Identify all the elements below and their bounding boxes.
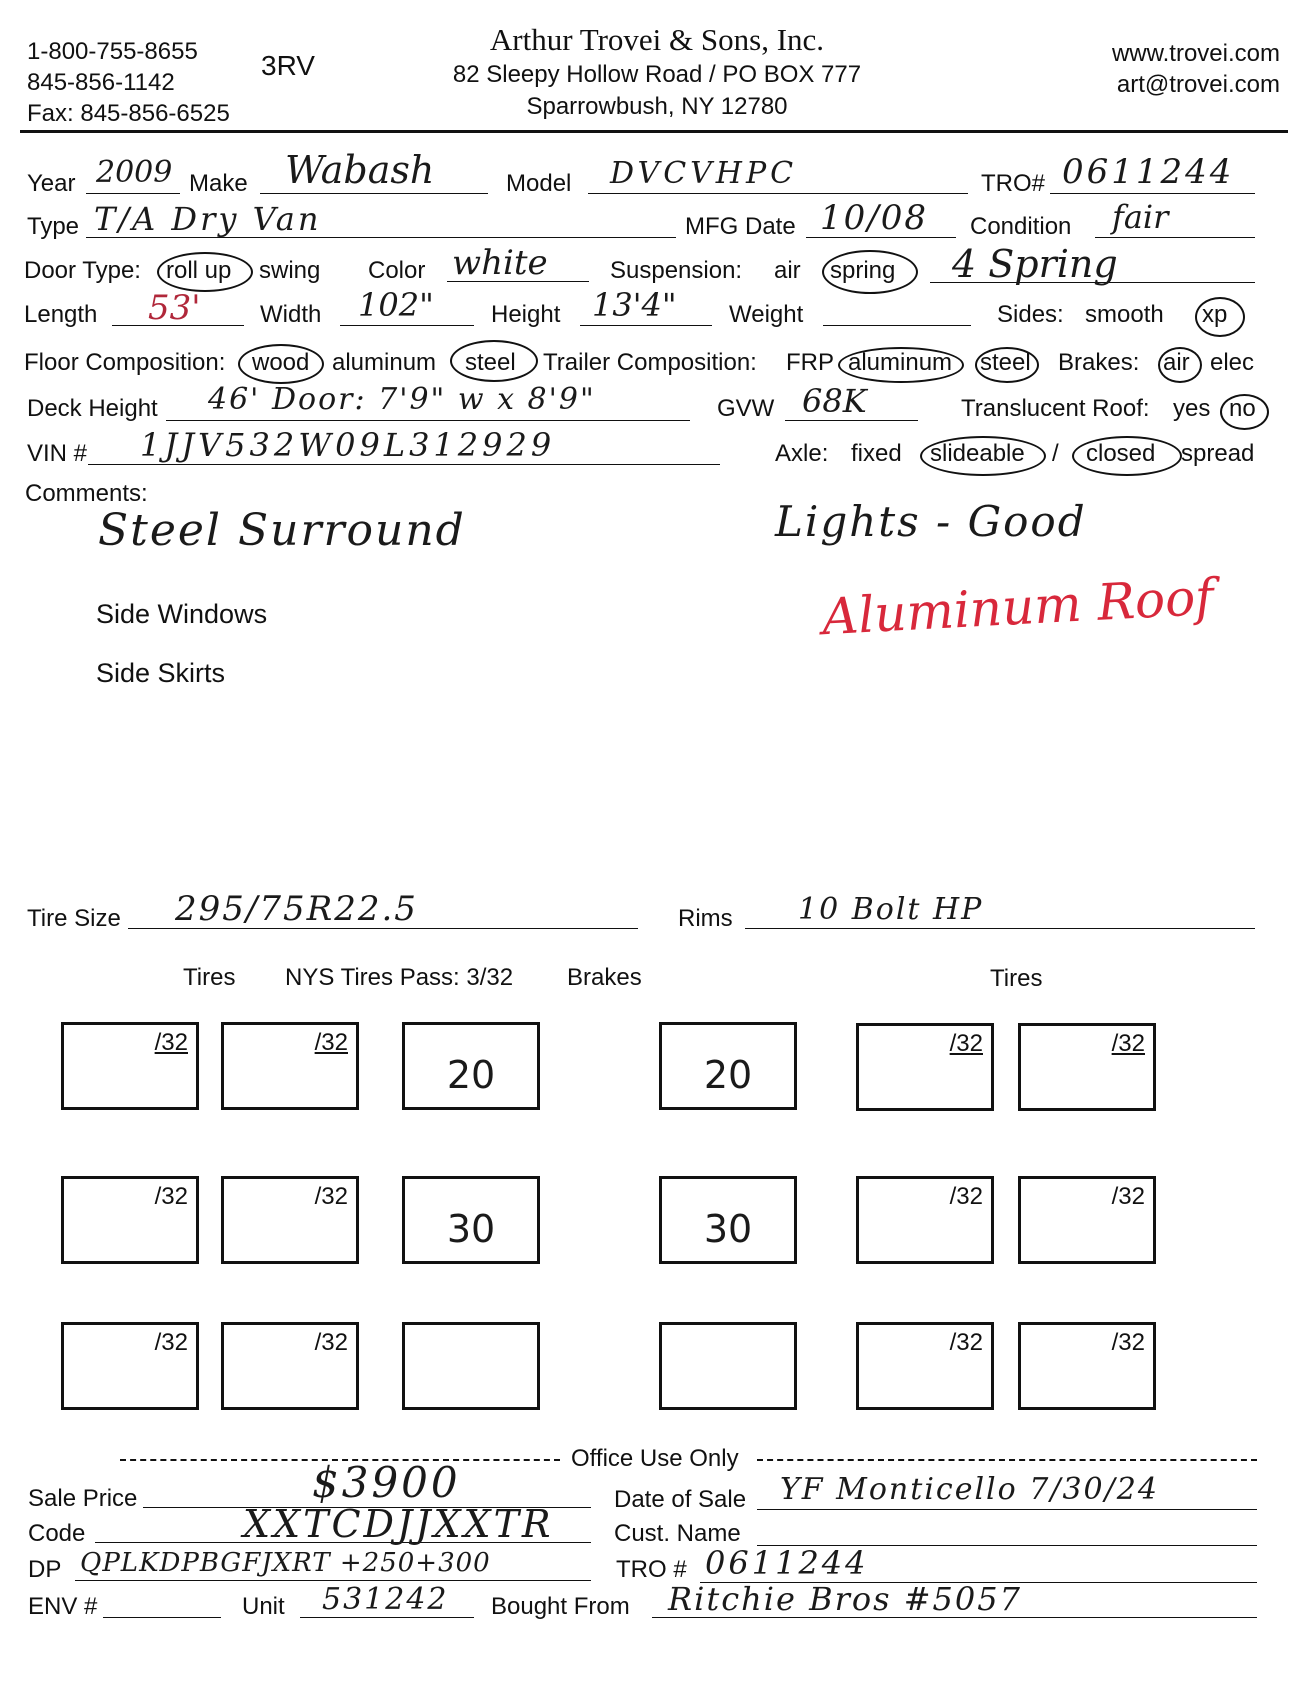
type-value: T/A Dry Van [94,200,322,238]
sides-label: Sides: [997,301,1064,328]
company-address-1: 82 Sleepy Hollow Road / PO BOX 777 [452,61,862,88]
tire-box-row1-outer-right[interactable] [1018,1023,1156,1111]
tire-box-row3-inner-left[interactable] [221,1322,359,1410]
tire-size-value: 295/75R22.5 [175,889,418,929]
comment-steel-surround: Steel Surround [98,505,466,556]
brakes-label: Brakes: [1058,349,1140,376]
tread-fraction: /32 [949,1030,983,1057]
tire-box-row2-inner-left[interactable] [221,1176,359,1264]
trailer-aluminum-circle-mark [838,347,964,383]
code-label: Code [28,1520,86,1547]
width-label: Width [260,301,322,328]
tire-box-row3-outer-right[interactable] [1018,1322,1156,1410]
company-name: Arthur Trovei & Sons, Inc. [489,22,825,57]
phone-1: 1-800-755-8655 [27,38,198,65]
code-value: XXTCDJJXXTR [243,1502,554,1546]
rims-label: Rims [678,905,733,932]
tread-fraction: /32 [949,1329,983,1356]
company-address-2: Sparrowbush, NY 12780 [526,93,788,120]
comment-aluminum-roof: Aluminum Roof [820,567,1216,647]
trailer-aluminum-option[interactable]: aluminum [848,349,953,376]
tire-box-row2-inner-right[interactable] [856,1176,994,1264]
door-swing-option[interactable]: swing [259,257,321,284]
brake-box-row2-right[interactable] [659,1176,797,1264]
unit-line [300,1617,474,1618]
axle-label: Axle: [775,440,829,467]
trailer-steel-circle-mark [975,347,1039,383]
tire-box-row2-outer-left[interactable] [61,1176,199,1264]
dp-line [75,1580,591,1581]
axle-slideable-option[interactable]: slideable [930,440,1025,467]
weight-line [823,325,971,326]
tire-size-label: Tire Size [27,905,121,932]
unit-value: 531242 [322,1582,449,1617]
tro-value: 0611244 [1062,152,1235,192]
bought-from-value: Ritchie Bros #5057 [668,1580,1022,1618]
deck-height-line [166,420,690,421]
mfg-date-label: MFG Date [685,213,796,240]
cust-name-label: Cust. Name [614,1520,741,1547]
brakes-elec-option[interactable]: elec [1210,349,1255,376]
no-circle-mark [1220,394,1269,430]
dp-label: DP [28,1556,62,1583]
tire-box-row2-outer-right[interactable] [1018,1176,1156,1264]
width-value: 102" [358,286,434,324]
tro-label: TRO# [981,170,1046,197]
company-website: www.trovei.com [1111,40,1280,67]
type-label: Type [27,213,80,240]
form-code: 3RV [261,50,315,81]
length-label: Length [24,301,98,328]
make-label: Make [189,170,248,197]
office-divider-right [757,1459,1257,1461]
model-line [588,193,968,194]
sale-price-value: $3900 [312,1458,461,1507]
tread-fraction: /32 [314,1183,348,1210]
translucent-roof-label: Translucent Roof: [961,395,1150,422]
suspension-air-option[interactable]: air [774,257,801,284]
door-roll-up-option[interactable]: roll up [166,257,232,284]
axle-spread-option[interactable]: spread [1181,440,1255,467]
brakes-column-header: Brakes [567,964,642,991]
height-label: Height [491,301,561,328]
phone-2: 845-856-1142 [27,69,175,96]
bought-from-label: Bought From [491,1593,630,1620]
brake-box-row2-left[interactable] [402,1176,540,1264]
height-value: 13'4" [592,286,677,324]
tire-box-row1-inner-right[interactable] [856,1023,994,1111]
closed-circle-mark [1072,436,1182,476]
tread-fraction: /32 [949,1183,983,1210]
trailer-frp-option[interactable]: FRP [786,349,834,376]
tires-left-header: Tires [183,964,236,991]
length-value: 53' [148,288,201,328]
sale-price-label: Sale Price [28,1485,138,1512]
brake-value: 30 [446,1207,496,1251]
company-email: art@trovei.com [1116,71,1280,98]
office-use-heading: Office Use Only [571,1445,739,1472]
brakes-air-option[interactable]: air [1163,349,1190,376]
fax-number: Fax: 845-856-6525 [27,100,230,127]
xp-circle-mark [1195,297,1245,337]
height-line [580,325,712,326]
unit-label: Unit [242,1593,285,1620]
brake-value: 20 [703,1053,753,1097]
wood-circle-mark [238,344,324,384]
brake-value: 30 [703,1207,753,1251]
tread-fraction: /32 [1111,1030,1145,1057]
floor-composition-label: Floor Composition: [24,349,226,376]
sides-xp-option[interactable]: xp [1202,301,1228,328]
comment-lights-good: Lights - Good [775,497,1087,546]
deck-height-label: Deck Height [27,395,158,422]
vin-line [88,464,720,465]
comment-side-skirts: Side Skirts [96,658,226,688]
rims-line [745,928,1255,929]
roll-up-circle-mark [157,252,253,292]
tire-box-row3-outer-left[interactable] [61,1322,199,1410]
model-label: Model [506,170,572,197]
tread-fraction: /32 [1111,1183,1145,1210]
date-of-sale-value: YF Monticello 7/30/24 [780,1472,1159,1507]
axle-closed-option[interactable]: closed [1086,440,1156,467]
axle-fixed-option[interactable]: fixed [851,440,902,467]
spring-circle-mark [822,250,918,294]
env-label: ENV # [28,1593,98,1620]
tro-line [1050,193,1255,194]
deck-height-value: 46' Door: 7'9" w x 8'9" [208,382,596,417]
brake-box-row1-right[interactable] [659,1022,797,1110]
tread-fraction: /32 [1111,1329,1145,1356]
dp-value: QPLKDPBGFJXRT +250+300 [80,1548,491,1578]
condition-label: Condition [970,213,1072,240]
slideable-circle-mark [920,436,1046,476]
tread-fraction: /32 [154,1329,188,1356]
year-line [86,193,180,194]
year-label: Year [27,170,76,197]
tro2-label: TRO # [616,1556,687,1583]
make-line [260,193,488,194]
color-label: Color [368,257,426,284]
vin-label: VIN # [27,440,88,467]
comment-side-windows: Side Windows [96,599,268,629]
nys-pass-header: NYS Tires Pass: 3/32 [285,964,514,991]
steel-circle-mark [450,340,538,382]
tire-box-row1-inner-left[interactable] [221,1022,359,1110]
tire-box-row1-outer-left[interactable] [61,1022,199,1110]
comments-label: Comments: [25,480,148,507]
translucent-roof-yes-option[interactable]: yes [1173,395,1211,422]
header-divider [20,130,1288,133]
vin-value: 1JJV532W09L312929 [140,426,556,464]
mfg-date-value: 10/08 [820,198,928,238]
sides-smooth-option[interactable]: smooth [1085,301,1164,328]
model-value: DVCVHPC [610,156,798,191]
rims-value: 10 Bolt HP [798,892,984,927]
brake-value: 20 [446,1053,496,1097]
color-value: white [452,243,548,283]
gvw-label: GVW [717,395,775,422]
suspension-label: Suspension: [610,257,743,284]
tread-fraction: /32 [314,1029,348,1056]
env-line [103,1617,221,1618]
axle-slash: / [1052,440,1059,467]
make-value: Wabash [285,148,435,192]
trailer-steel-option[interactable]: steel [980,349,1031,376]
floor-steel-option[interactable]: steel [465,349,516,376]
date-of-sale-line [757,1509,1257,1510]
tires-right-header: Tires [990,965,1043,992]
condition-line [1095,237,1255,238]
brake-box-row3-left[interactable] [402,1322,540,1410]
suspension-note-value: 4 Spring [952,242,1118,286]
year-value: 2009 [96,155,173,190]
floor-wood-option[interactable]: wood [252,349,310,376]
date-of-sale-label: Date of Sale [614,1486,747,1513]
floor-aluminum-option[interactable]: aluminum [332,349,437,376]
brakes-air-circle-mark [1158,347,1202,383]
translucent-roof-no-option[interactable]: no [1229,395,1256,422]
brake-box-row3-right[interactable] [659,1322,797,1410]
width-line [340,325,474,326]
suspension-spring-option[interactable]: spring [830,257,896,284]
tread-fraction: /32 [154,1029,188,1056]
tro2-value: 0611244 [705,1544,869,1582]
gvw-value: 68K [802,382,867,420]
door-type-label: Door Type: [24,257,141,284]
weight-label: Weight [729,301,804,328]
trailer-composition-label: Trailer Composition: [543,349,757,376]
brake-box-row1-left[interactable] [402,1022,540,1110]
tire-box-row3-inner-right[interactable] [856,1322,994,1410]
condition-value: fair [1112,198,1169,236]
tread-fraction: /32 [154,1183,188,1210]
tread-fraction: /32 [314,1329,348,1356]
gvw-line [785,420,918,421]
